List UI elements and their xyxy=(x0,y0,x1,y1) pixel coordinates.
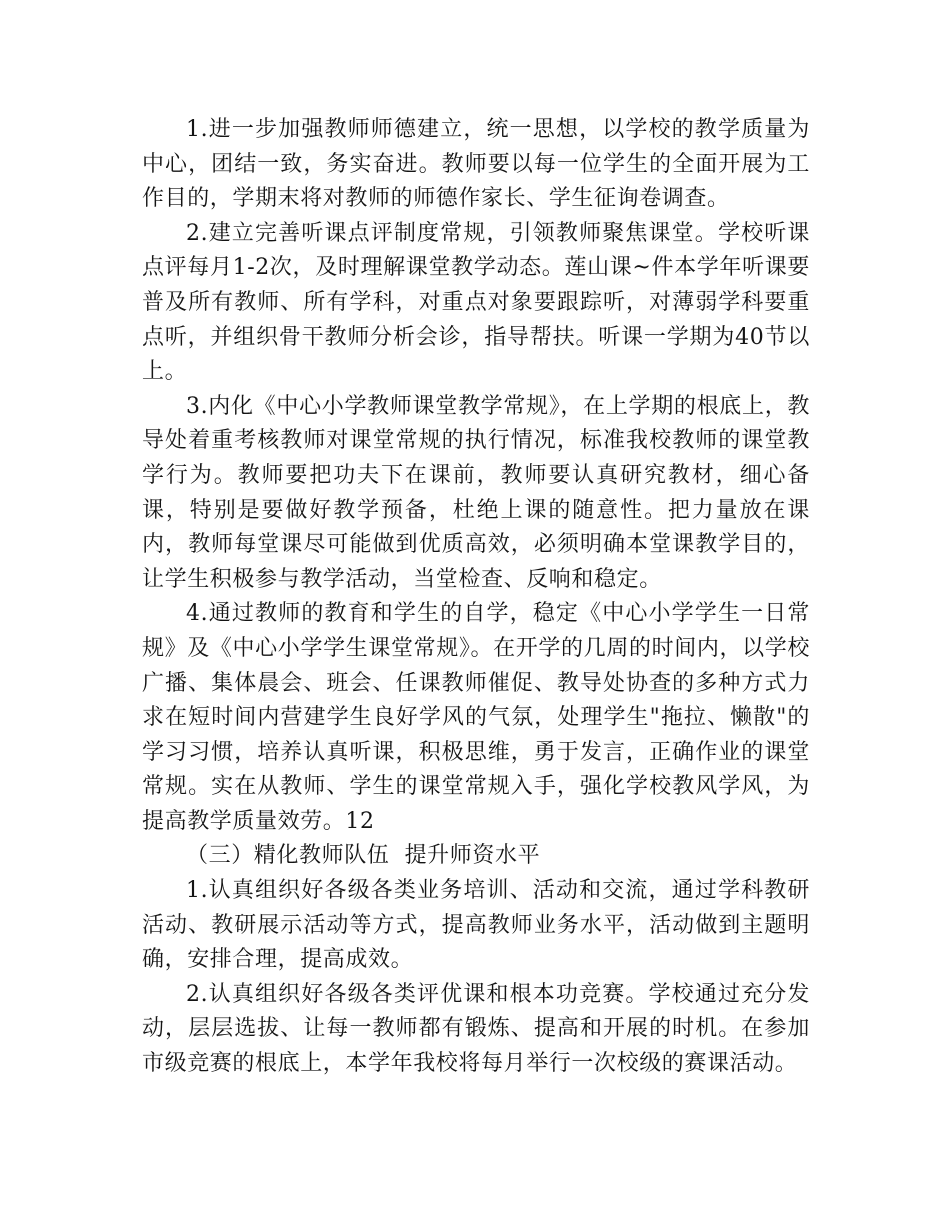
paragraph-lesson-observation: 2.建立完善听课点评制度常规，引领教师聚焦课堂。学校听课点评每月1-2次，及时理解课堂教学动态。莲山课~件本学年听课要普及所有教师、所有学科，对重点对象要跟踪听，对薄弱学科要重点听，并组织骨干教师分析会诊，指导帮扶。听课一学期为40节以上。 xyxy=(142,220,810,385)
paragraph-classroom-routine: 3.内化《中心小学教师课堂教学常规》，在上学期的根底上，教导处着重考核教师对课堂常规的执行情况，标准我校教师的课堂教学行为。教师要把功夫下在课前，教师要认真研究教材，细心备课，特别是要做好教学预备，杜绝上课的随意性。把力量放在课内，教师每堂课尽可能做到优质高效，必须明确本堂课教学目的，让学生积极参与教学活动，当堂检查、反响和稳定。 xyxy=(142,393,810,592)
document-body xyxy=(142,113,810,1082)
section-heading: （三）精化教师队伍 提升师资水平 xyxy=(186,843,541,869)
paragraph-teacher-training: 1.认真组织好各级各类业务培训、活动和交流，通过学科教研活动、教研展示活动等方式，提高教师业务水平，活动做到主题明确，安排合理，提高成效。 xyxy=(142,878,810,973)
paragraph-teacher-ethics: 1.进一步加强教师师德建立，统一思想，以学校的教学质量为中心，团结一致，务实奋进。教师要以每一位学生的全面开展为工作目的，学期末将对教师的师德作家长、学生征询卷调查。 xyxy=(142,117,810,212)
paragraph-student-routine: 4.通过教师的教育和学生的自学，稳定《中心小学学生一日常规》及《中心小学学生课堂常规》。在开学的几周的时间内，以学校广播、集体晨会、班会、任课教师催促、教导处协查的多种方式力求在短时间内营建学生良好学风的气氛，处理学生"拖拉、懒散"的学习习惯，培养认真听课，积极思维，勇于发言，正确作业的课堂常规。实在从教师、学生的课堂常规入手，强化学校教风学风，为提高教学质量效劳。12 xyxy=(142,601,810,834)
paragraph-competition: 2.认真组织好各级各类评优课和根本功竞赛。学校通过充分发动，层层选拔、让每一教师都有锻炼、提高和开展的时机。在参加市级竞赛的根底上，本学年我校将每月举行一次校级的赛课活动。 xyxy=(142,981,810,1077)
